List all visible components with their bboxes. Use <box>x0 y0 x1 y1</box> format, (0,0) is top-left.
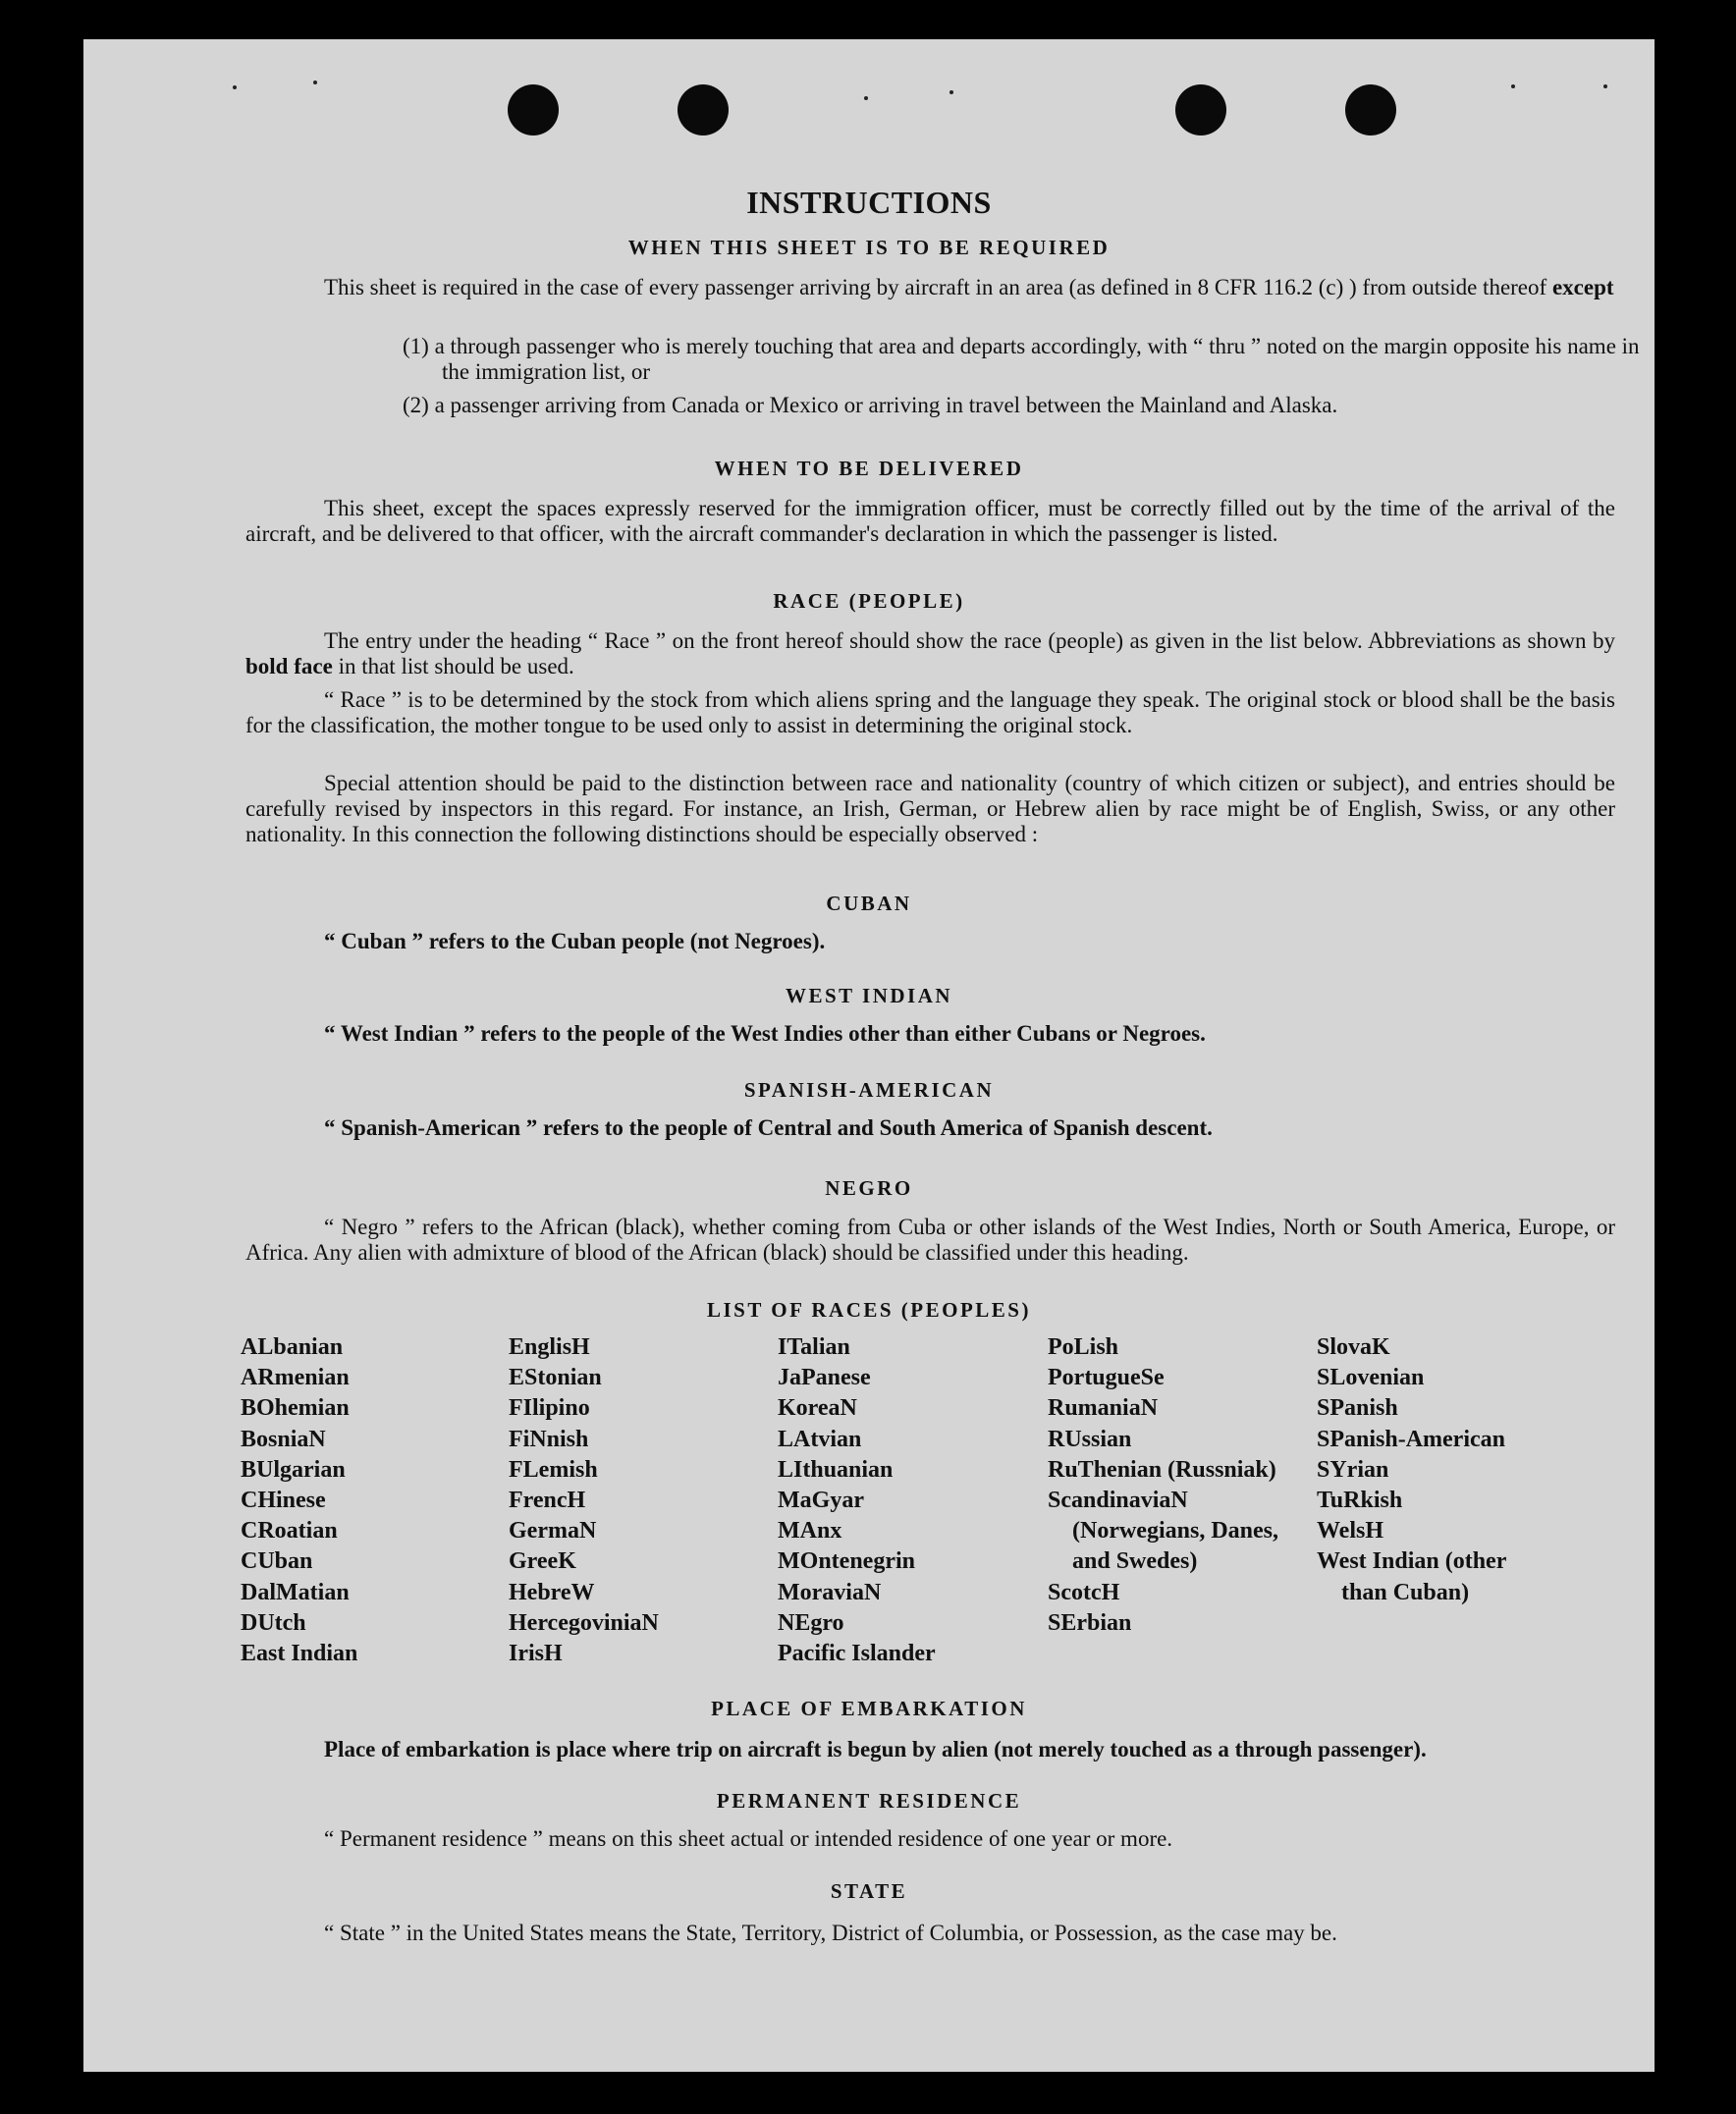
paragraph-race-1: The entry under the heading “ Race ” on the front hereof should show the race (people) as given in the list below. Abbreviations as shown by bold face in that list should be used. <box>245 628 1615 678</box>
heading-race: RACE (PEOPLE) <box>773 589 965 613</box>
race-list-item: DalMatian <box>241 1579 350 1605</box>
race-list-item: KoreaN <box>778 1395 857 1422</box>
heading-west-indian: WEST INDIAN <box>785 984 953 1007</box>
race-list-item: EStonian <box>509 1365 602 1391</box>
punch-hole <box>1345 84 1396 136</box>
race-list-item: GermaN <box>509 1518 597 1545</box>
paragraph-race-2: “ Race ” is to be determined by the stock from which aliens spring and the language they speak. The original stock or blood shall be the basis for the classification, the mother tongue to be used only to assist in determining the original stock. <box>245 687 1615 737</box>
race-list-item: RUssian <box>1048 1426 1132 1452</box>
race-list-item: ITalian <box>778 1334 850 1360</box>
race-list-item: PoLish <box>1048 1334 1119 1360</box>
race-list-item: RuThenian (Russniak) <box>1048 1456 1276 1483</box>
race-list-item: SLovenian <box>1317 1365 1425 1391</box>
race-list-item: WelsH <box>1317 1518 1384 1545</box>
speck <box>1511 84 1515 88</box>
race-list-item: SErbian <box>1048 1609 1132 1636</box>
race-list-item: DUtch <box>241 1609 306 1636</box>
race-list-item: SPanish <box>1317 1395 1398 1422</box>
race-list-item: CRoatian <box>241 1518 338 1545</box>
race-list-item: FrencH <box>509 1488 586 1514</box>
race-list-item: JaPanese <box>778 1365 871 1391</box>
heading-cuban: CUBAN <box>826 892 912 915</box>
paragraph-embarkation: Place of embarkation is place where trip on aircraft is begun by alien (not merely touched as a through passenger). <box>324 1737 1427 1762</box>
race-list-item: GreeK <box>509 1548 576 1575</box>
race-list-item: ALbanian <box>241 1334 344 1360</box>
race-list-column-5 <box>1317 1332 1557 1608</box>
race-list-item: NEgro <box>778 1609 844 1636</box>
race-list-item: SPanish-American <box>1317 1426 1505 1452</box>
race-list-item: IrisH <box>509 1641 563 1667</box>
speck <box>233 85 237 89</box>
race-list-item: MaGyar <box>778 1488 864 1514</box>
heading-when-delivered: WHEN TO BE DELIVERED <box>714 457 1024 480</box>
race-list-item: FIlipino <box>509 1395 590 1422</box>
paragraph-cuban: “ Cuban ” refers to the Cuban people (not Negroes). <box>324 929 826 953</box>
race-list-column-1 <box>241 1332 466 1669</box>
race-list-item: PortugueSe <box>1048 1365 1165 1391</box>
speck <box>1603 84 1607 88</box>
race-list-item: SYrian <box>1317 1456 1389 1483</box>
heading-state: STATE <box>830 1879 908 1903</box>
race-list-column-2 <box>509 1332 734 1669</box>
punch-hole <box>678 84 729 136</box>
heading-list-of-races: LIST OF RACES (PEOPLES) <box>707 1298 1031 1322</box>
race-list-item: Pacific Islander <box>778 1641 936 1667</box>
paragraph-residence: “ Permanent residence ” means on this sheet actual or intended residence of one year or more. <box>324 1826 1173 1851</box>
paragraph-when-required: This sheet is required in the case of every passenger arriving by aircraft in an area (as defined in 8 CFR 116.2 (c) ) from outside thereof except <box>324 275 1614 299</box>
race-list-item: LIthuanian <box>778 1456 894 1483</box>
race-list-item: HebreW <box>509 1579 595 1605</box>
paragraph-spanish-american: “ Spanish-American ” refers to the people of Central and South America of Spanish descent. <box>324 1115 1213 1140</box>
race-list-item: CUban <box>241 1548 313 1575</box>
race-list-item: East Indian <box>241 1641 358 1667</box>
exception-item-1: (1) a through passenger who is merely touching that area and departs accordingly, with “ thru ” noted on the margin opposite his name in the immigration list, or <box>403 334 1640 384</box>
race-list-item: MAnx <box>778 1518 842 1545</box>
exception-item-2: (2) a passenger arriving from Canada or Mexico or arriving in travel between the Mainland and Alaska. <box>403 393 1338 417</box>
race-list-item: ScotcH <box>1048 1579 1120 1605</box>
paragraph-race-3: Special attention should be paid to the distinction between race and nationality (country of which citizen or subject), and entries should be carefully revised by inspectors in this regard. For instance, an Irish, German, or Hebrew alien by race might be of English, Swiss, or any other nationality. In this connection the following distinctions should be especially observed : <box>245 771 1615 846</box>
race-list-item: ScandinaviaN (Norwegians, Danes, and Swedes) <box>1048 1488 1278 1575</box>
race-list-item: FiNnish <box>509 1426 589 1452</box>
race-list-item: MoraviaN <box>778 1579 882 1605</box>
heading-residence: PERMANENT RESIDENCE <box>716 1789 1022 1813</box>
heading-spanish-american: SPANISH-AMERICAN <box>743 1078 995 1102</box>
race-list-item: BUlgarian <box>241 1456 346 1483</box>
race-list-item: ARmenian <box>241 1365 350 1391</box>
punch-hole <box>1175 84 1226 136</box>
race-list-item: MOntenegrin <box>778 1548 915 1575</box>
instruction-sheet <box>83 39 1655 2072</box>
speck <box>313 81 317 84</box>
heading-negro: NEGRO <box>825 1176 913 1200</box>
race-list-column-3 <box>778 1332 1004 1669</box>
paragraph-west-indian: “ West Indian ” refers to the people of the West Indies other than either Cubans or Negroes. <box>324 1021 1206 1046</box>
race-list-item: SlovaK <box>1317 1334 1390 1360</box>
race-list-item: FLemish <box>509 1456 598 1483</box>
race-list-column-4 <box>1048 1332 1283 1639</box>
race-list-item: BosniaN <box>241 1426 326 1452</box>
race-list-item: West Indian (other than Cuban) <box>1317 1548 1506 1605</box>
race-list-item: RumaniaN <box>1048 1395 1159 1422</box>
paragraph-when-delivered: This sheet, except the spaces expressly reserved for the immigration officer, must be correctly filled out by the time of the arrival of the aircraft, and be delivered to that officer, with the aircraft commander's declaration in which the passenger is listed. <box>245 496 1615 546</box>
heading-when-required: WHEN THIS SHEET IS TO BE REQUIRED <box>627 236 1111 259</box>
punch-hole <box>508 84 559 136</box>
race-list-item: TuRkish <box>1317 1488 1403 1514</box>
speck <box>949 90 953 94</box>
speck <box>864 96 868 100</box>
page-title: INSTRUCTIONS <box>746 185 992 220</box>
paragraph-state: “ State ” in the United States means the State, Territory, District of Columbia, or Possession, as the case may be. <box>324 1921 1337 1945</box>
race-list-item: EnglisH <box>509 1334 590 1360</box>
race-list-item: LAtvian <box>778 1426 862 1452</box>
race-list-item: CHinese <box>241 1488 326 1514</box>
race-list-item: HercegoviniaN <box>509 1609 659 1636</box>
race-list-item: BOhemian <box>241 1395 350 1422</box>
heading-embarkation: PLACE OF EMBARKATION <box>711 1697 1027 1720</box>
paragraph-negro: “ Negro ” refers to the African (black), whether coming from Cuba or other islands of the West Indies, North or South America, Europe, or Africa. Any alien with admixture of blood of the African (black) should be classified under this heading. <box>245 1215 1615 1265</box>
